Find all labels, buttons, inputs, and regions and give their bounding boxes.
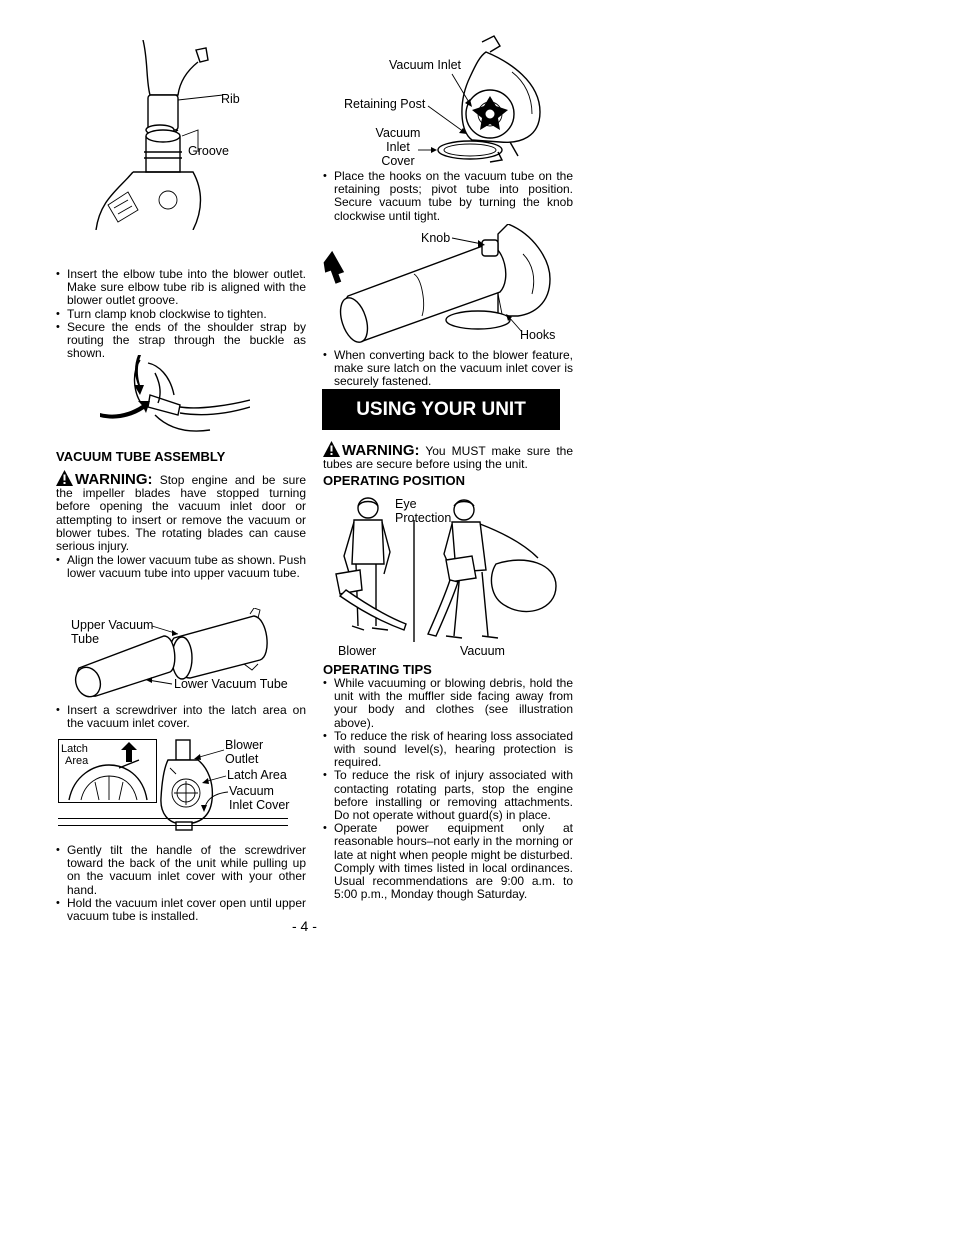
warning-block-1 [56, 470, 306, 553]
list-item: • To reduce the risk of injury associated with contacting rotating parts, stop the engine before installing or removing attachments. Do not operate without guard(s) in place. [323, 769, 573, 822]
leader-line [150, 624, 182, 638]
upper-vacuum-tube-label: Upper Vacuum Tube [71, 618, 154, 646]
list-item: • While vacuuming or blowing debris, hold the unit with the muffler side facing away from your body and clothes (see illustration above). [323, 677, 573, 730]
operating-tips-heading: OPERATING TIPS [323, 662, 432, 677]
groove-label: Groove [188, 144, 229, 158]
warning-text: Stop engine and be sure the impeller blades have stopped turning before opening the vacuum inlet door or attempting to insert or remove the vacuum or blower tubes. The rotating blades can cause serious injury. [56, 473, 306, 554]
list-item: • Turn clamp knob clockwise to tighten. [56, 308, 306, 321]
operating-tips-list [323, 677, 573, 901]
blower-outlet-label: Blower Outlet [225, 738, 264, 766]
knob-label: Knob [421, 231, 451, 245]
warning-triangle-icon [56, 470, 73, 486]
list-item: • Insert a screwdriver into the latch area on the vacuum inlet cover. [56, 704, 306, 730]
warning-text: You MUST make sure the tubes are secure before using the unit. [323, 444, 574, 472]
hooks-label: Hooks [520, 328, 556, 342]
warning-label: WARNING: [75, 471, 153, 488]
elbow-steps-list [56, 268, 306, 360]
list-item: • Place the hooks on the vacuum tube on the retaining posts; pivot tube into position. Secure vacuum tube by turning the knob clockwise until tight. [323, 170, 573, 223]
page-number: - 4 - [292, 918, 317, 934]
list-item: • To reduce the risk of hearing loss associated with sound level(s), hearing protection is required. [323, 730, 573, 770]
warning-block-2 [323, 441, 573, 471]
divider [58, 818, 288, 819]
divider [58, 825, 288, 826]
leader-line [502, 310, 526, 336]
leader-line [144, 676, 174, 688]
retaining-post-label: Retaining Post [344, 97, 426, 111]
eye-protection-label: Eye Protection [395, 497, 452, 525]
leader-lines [412, 66, 482, 156]
leader-lines [190, 742, 230, 812]
list-item: • Align the lower vacuum tube as shown. Push lower vacuum tube into upper vacuum tube. [56, 554, 306, 580]
warning-triangle-icon [323, 441, 340, 457]
list-item: • Gently tilt the handle of the screwdriver toward the back of the unit while pulling up on the vacuum inlet cover with your other hand. [56, 844, 306, 897]
vacuum-tube-assembly-heading: VACUUM TUBE ASSEMBLY [56, 449, 226, 464]
warning-label: WARNING: [342, 442, 420, 459]
vacuum-inlet-cover-label: Vacuum Inlet Cover [229, 784, 290, 812]
list-item: • Secure the ends of the shoulder strap by routing the strap through the buckle as shown. [56, 321, 306, 361]
rib-label: Rib [221, 92, 240, 106]
blower-position-label: Blower [338, 644, 377, 658]
vacuum-inlet-label: Vacuum Inlet [389, 58, 462, 72]
list-item: • Hold the vacuum inlet cover open until upper vacuum tube is installed. [56, 897, 306, 923]
list-item: • Insert the elbow tube into the blower outlet. Make sure elbow tube rib is aligned with the blower outlet groove. [56, 268, 306, 308]
vacuum-position-label: Vacuum [460, 644, 505, 658]
lower-vacuum-tube-label: Lower Vacuum Tube [174, 677, 288, 691]
shoulder-strap-illustration [100, 355, 250, 435]
latch-steps-list [56, 844, 306, 923]
elbow-tube-illustration [88, 40, 228, 230]
convert-steps-list [323, 349, 573, 389]
using-your-unit-banner: USING YOUR UNIT [322, 389, 560, 430]
leader-line [450, 234, 490, 250]
list-item: • Operate power equipment only at reasonable hours–not early in the morning or late at night when people might be disturbed. Comply with times listed in local ordinances. Usual recommendations are 9:00 a.m. to 5:00 p.m., Monday though Saturday. [323, 822, 573, 901]
align-steps-list [56, 554, 306, 580]
latch-area-label: Latch Area [227, 768, 287, 782]
vacuum-inlet-cover-label: Vacuum Inlet Cover [375, 126, 421, 168]
screwdriver-steps-list [56, 704, 306, 730]
operating-position-heading: OPERATING POSITION [323, 473, 466, 488]
list-item: • When converting back to the blower feature, make sure latch on the vacuum inlet cover is securely fastened. [323, 349, 573, 389]
hooks-steps-list [323, 170, 573, 223]
latch-area-inset-label: Latch Area [61, 743, 89, 767]
